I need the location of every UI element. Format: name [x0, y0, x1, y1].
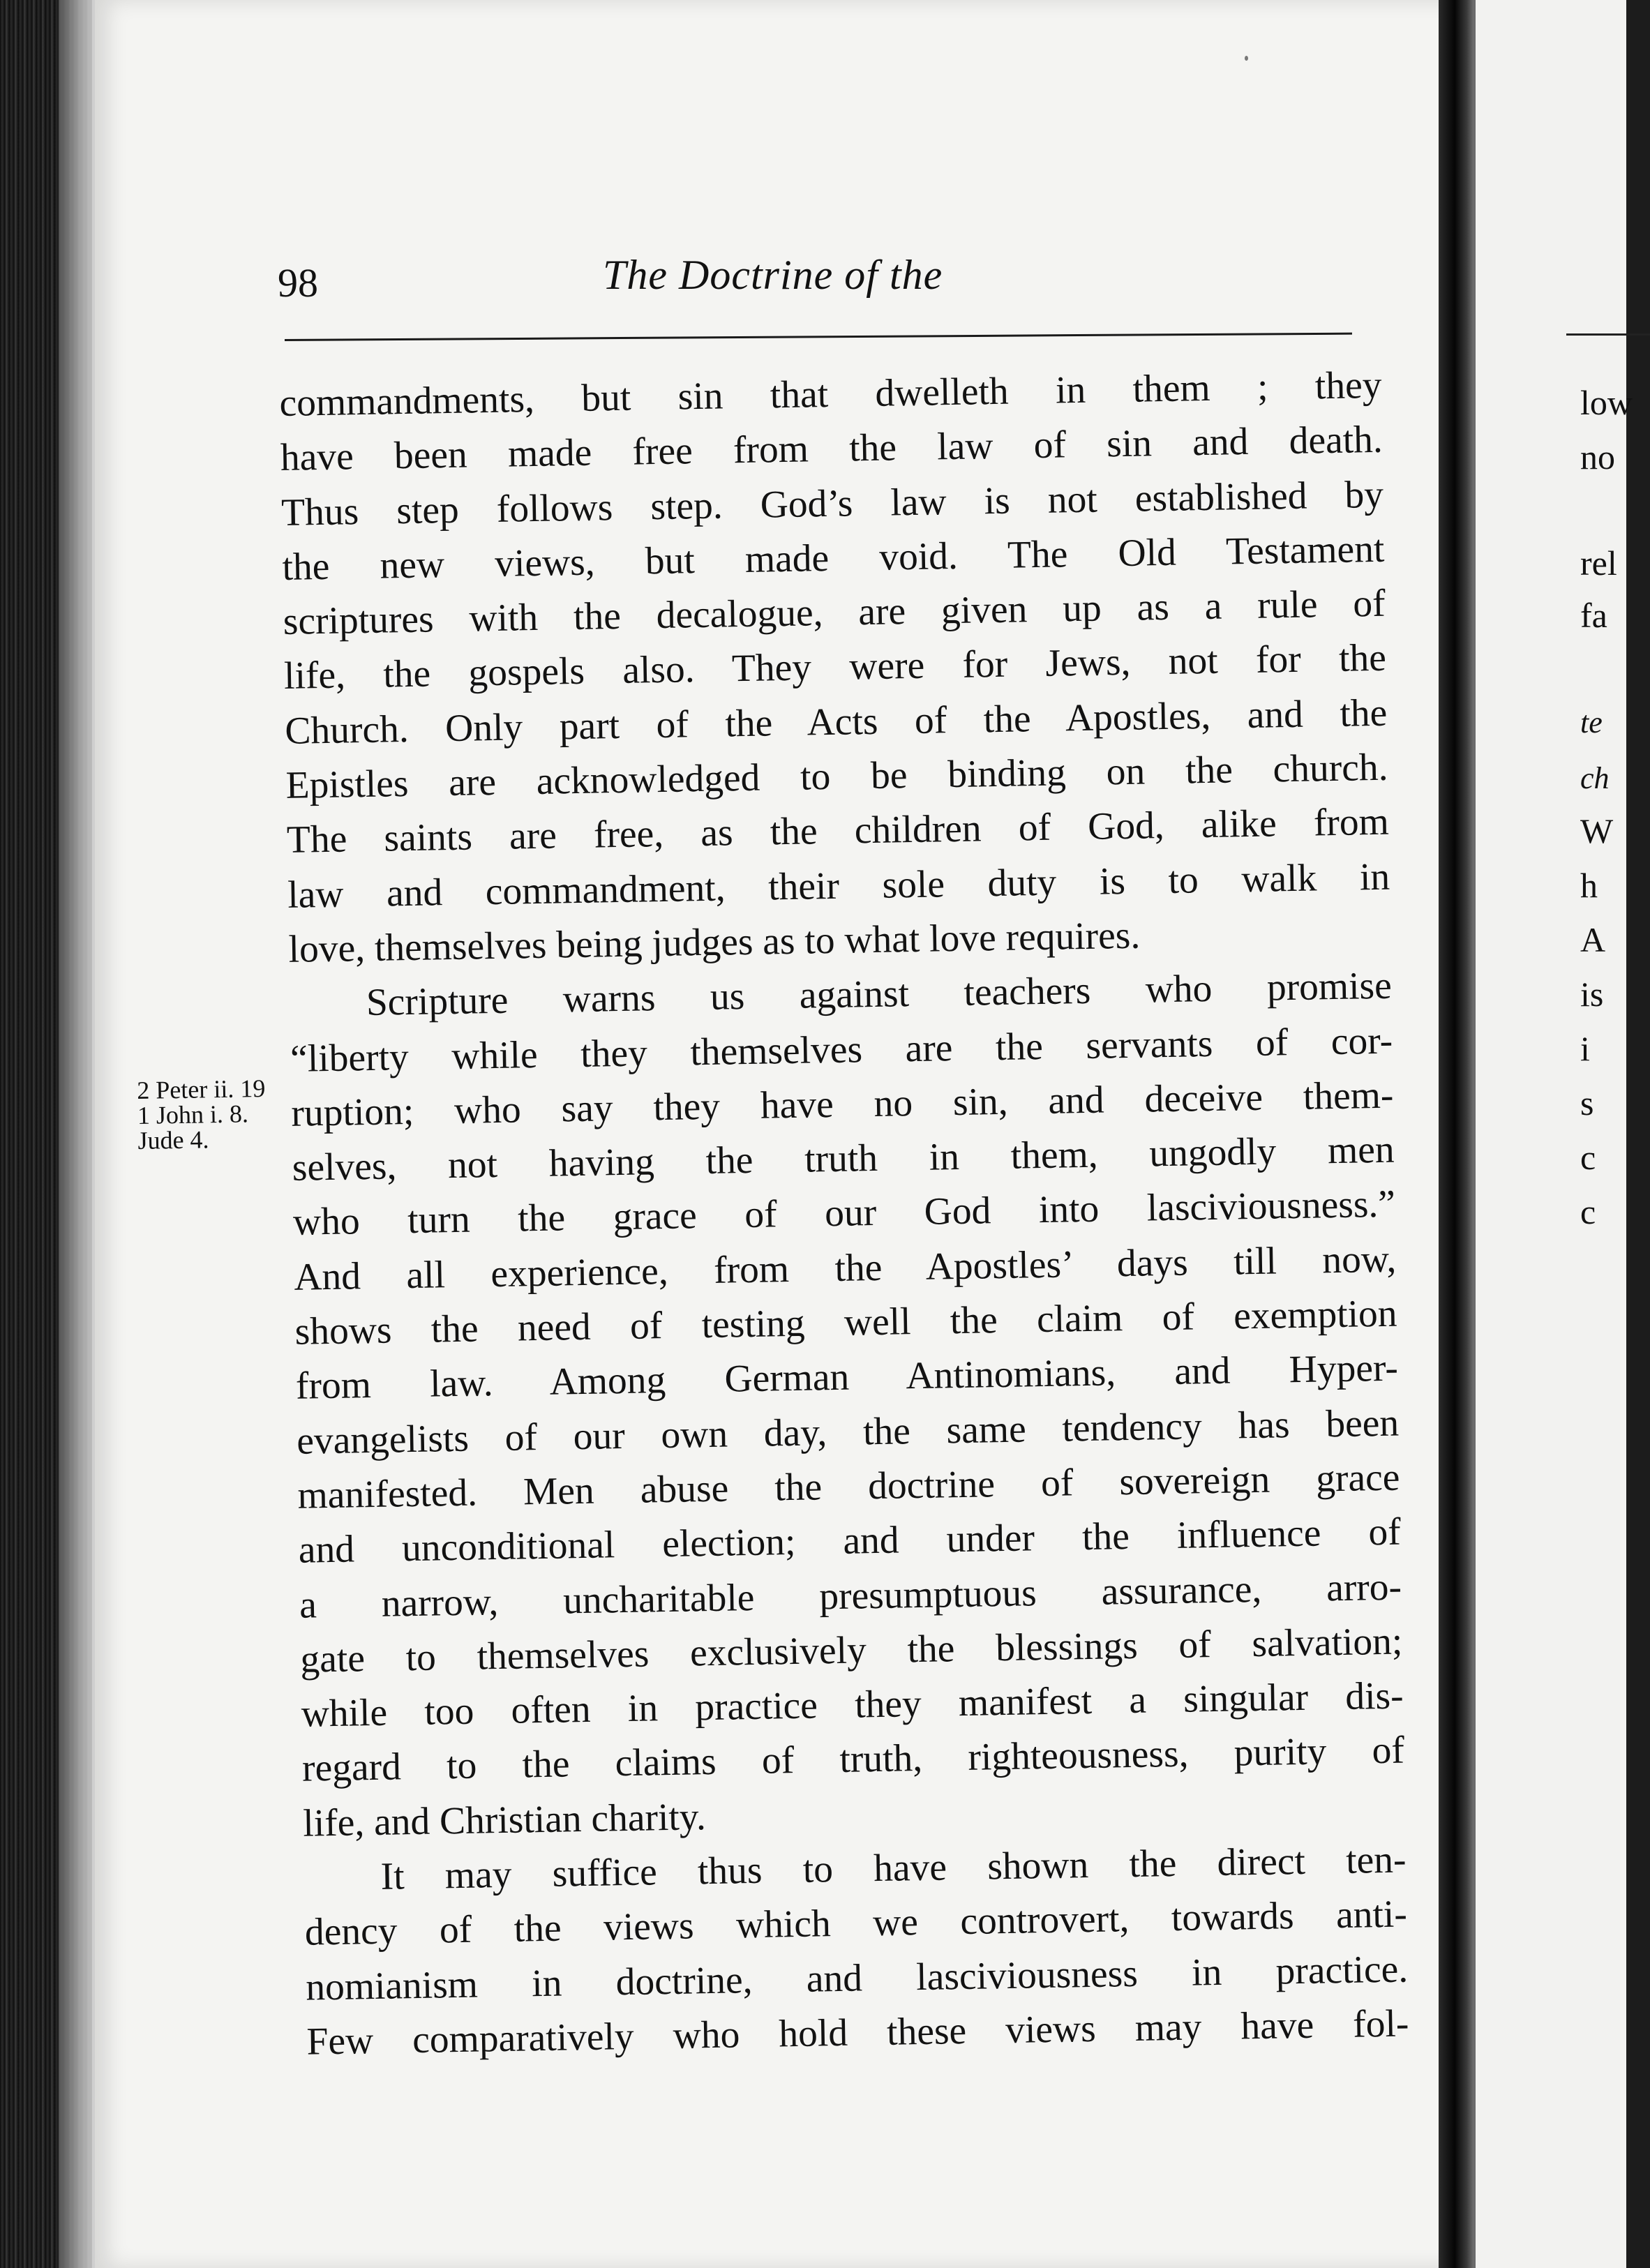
- facing-fragment: c: [1580, 1138, 1596, 1177]
- text-line: a narrow, uncharitable presumptuous assurance, arro-: [299, 1565, 1402, 1627]
- text-line: The saints are free, as the children of God, alike from: [286, 801, 1390, 862]
- text-line: from law. Among German Antinomians, and Hyper-: [295, 1346, 1399, 1409]
- margin-reference: Jude 4.: [137, 1125, 209, 1155]
- running-title: The Doctrine of the: [603, 252, 943, 298]
- text-line: scriptures with the decalogue, are given up as a rule of: [283, 582, 1386, 644]
- text-line: Few comparatively who hold these views may have fol-: [306, 2002, 1409, 2064]
- text-line: Church. Only part of the Acts of the Apostles, and the: [284, 691, 1388, 753]
- facing-fragment: s: [1580, 1083, 1594, 1122]
- margin-references: [137, 1076, 267, 1153]
- text-line: Epistles are acknowledged to be binding on the church.: [285, 746, 1389, 807]
- text-line: ruption; who say they have no sin, and deceive them-: [291, 1074, 1394, 1135]
- facing-fragment: h: [1580, 866, 1598, 905]
- text-line: law and commandment, their sole duty is to walk in: [287, 855, 1390, 917]
- text-line: Thus step follows step. God’s law is not established by: [280, 473, 1384, 534]
- text-line: who turn the grace of our God into lasciviousness.”: [292, 1183, 1396, 1245]
- facing-fragment: te: [1580, 705, 1603, 739]
- text-line: nomianism in doctrine, and lasciviousness in practice.: [305, 1948, 1409, 2009]
- text-line: selves, not having the truth in them, ungodly men: [292, 1128, 1395, 1189]
- text-line: love, themselves being judges as to what love requires.: [288, 914, 1141, 971]
- text-line: shows the need of testing well the claim of exemption: [294, 1292, 1397, 1353]
- facing-fragment: fa: [1580, 596, 1607, 635]
- facing-fragment: is: [1580, 975, 1604, 1014]
- facing-fragment: ch: [1580, 761, 1610, 795]
- text-line: evangelists of our own day, the same tendency has been: [296, 1402, 1400, 1463]
- text-line: dency of the views which we controvert, towards anti-: [304, 1893, 1408, 1955]
- margin-reference: 2 Peter ii. 19: [136, 1074, 266, 1104]
- text-line: Scripture warns us against teachers who promise: [366, 964, 1393, 1025]
- facing-fragment: rel: [1580, 543, 1617, 583]
- facing-fragment: no: [1580, 437, 1615, 476]
- text-line: regard to the claims of truth, righteousness, purity of: [301, 1729, 1405, 1791]
- text-line: and unconditional election; and under the influence of: [298, 1510, 1402, 1572]
- facing-fragment: low: [1580, 383, 1633, 422]
- facing-fragment: W: [1580, 811, 1614, 850]
- margin-reference: 1 John i. 8.: [137, 1099, 249, 1129]
- text-line: “liberty while they themselves are the servants of cor-: [290, 1019, 1393, 1081]
- text-line: while too often in practice they manifest a singular dis-: [301, 1674, 1404, 1736]
- text-line: And all experience, from the Apostles’ days till now,: [293, 1238, 1397, 1299]
- text-line: manifested. Men abuse the doctrine of sovereign grace: [297, 1456, 1400, 1517]
- paper-speck: [1245, 56, 1248, 61]
- facing-fragment: A: [1580, 920, 1606, 959]
- facing-page: [1473, 0, 1633, 2268]
- facing-fragment: c: [1580, 1192, 1596, 1231]
- text-line: have been made free from the law of sin and death.: [280, 419, 1383, 480]
- body-text: [279, 359, 1409, 2070]
- text-line: gate to themselves exclusively the blessings of salvation;: [299, 1620, 1403, 1681]
- text-line: the new views, but made void. The Old Testament: [282, 527, 1385, 589]
- facing-page-rule: [1566, 333, 1650, 336]
- text-line: It may suffice thus to have shown the direct ten-: [380, 1838, 1407, 1898]
- text-line: life, the gospels also. They were for Jews, not for the: [283, 637, 1387, 698]
- text-line: life, and Christian charity.: [302, 1795, 707, 1845]
- text-line: commandments, but sin that dwelleth in them ; they: [279, 363, 1382, 425]
- page-number: 98: [278, 260, 318, 306]
- facing-fragment: i: [1580, 1029, 1590, 1068]
